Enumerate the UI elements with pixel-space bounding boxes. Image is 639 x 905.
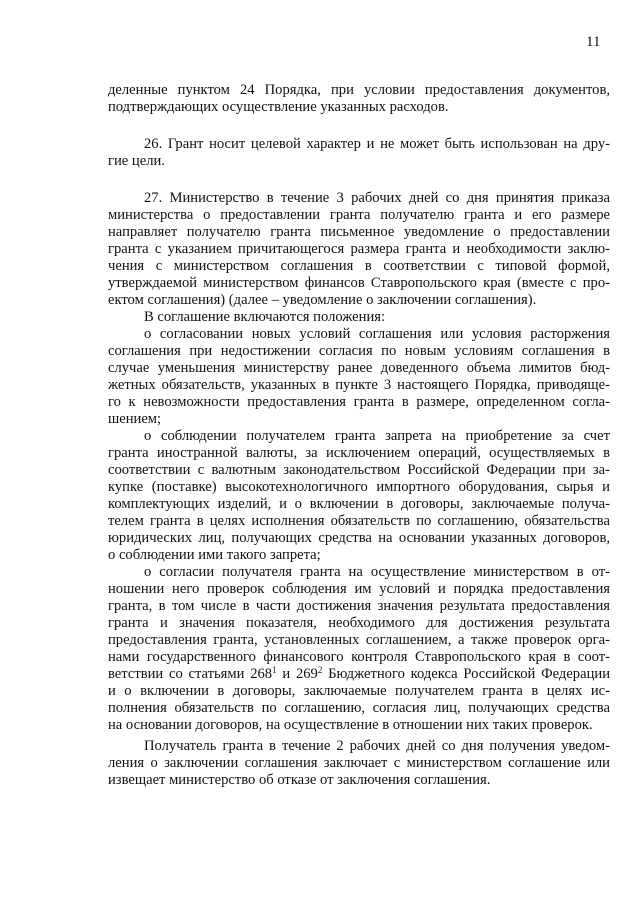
text-line: о согласовании новых условий соглашения или условия расторжения	[144, 326, 610, 342]
superscript: 2	[317, 666, 323, 675]
text-line: телем гранта в целях исполнения обязательств по соглашению, обязательства	[108, 513, 610, 529]
text-line: утверждаемой министерством финансов Ставропольского края (вместе с про-	[108, 275, 610, 291]
text-line: соглашения при недостижении согласия по новым условиям соглашения в	[108, 343, 610, 359]
text-line: гранта, в том числе в части достижения значения результата предоставления	[108, 598, 610, 614]
text-line: комплектующих изделий, и о включении в договоры, заключаемые получа-	[108, 496, 610, 512]
text-line: о соблюдении получателем гранта запрета на приобретение за счет	[144, 428, 610, 444]
text-line: и о включении в договоры, заключаемые получателем гранта в целях ис-	[108, 683, 610, 699]
text-line: шением;	[108, 411, 162, 427]
text-line: ления о заключении соглашения заключает с министерством соглашение или	[108, 755, 610, 771]
text-line: жетных обязательств, указанных в пункте 3 настоящего Порядка, приводяще-	[108, 377, 610, 393]
text-line: извещает министерство об отказе от заключения соглашения.	[108, 772, 491, 788]
text-line: юридических лиц, получающих средства на основании указанных договоров,	[108, 530, 610, 546]
text-line: соответствии с валютным законодательством Российской Федерации при за-	[108, 462, 610, 478]
text-line: деленные пунктом 24 Порядка, при условии предоставления документов,	[108, 82, 610, 98]
text-line: Получатель гранта в течение 2 рабочих дней со дня получения уведом-	[144, 738, 610, 754]
superscript: 1	[272, 666, 277, 675]
text-line: В соглашение включаются положения:	[144, 309, 386, 325]
text-line: гранта с указанием причитающегося размера гранта и необходимости заклю-	[108, 241, 610, 257]
text-line: случае уменьшения министерству ранее доведенного объема лимитов бюд-	[108, 360, 610, 376]
text-line: 26. Грант носит целевой характер и не может быть использован на дру-	[144, 136, 610, 152]
text-line: го к невозможности предоставления гранта в размере, определенном согла-	[108, 394, 610, 410]
text-line: нами государственного финансового контроля Ставропольского края в соот-	[108, 649, 610, 665]
text-segment: и 269	[276, 666, 318, 682]
text-line: гие цели.	[108, 153, 165, 169]
text-line: гранта иностранной валюты, за исключением операций, осуществляемых в	[108, 445, 610, 461]
text-line: ектом соглашения) (далее – уведомление о заключении соглашения).	[108, 292, 537, 308]
text-line: о соблюдении ими такого запрета;	[108, 547, 321, 563]
text-line: подтверждающих осуществление указанных расходов.	[108, 99, 449, 115]
text-line: 27. Министерство в течение 3 рабочих дней со дня принятия приказа	[144, 190, 610, 206]
text-segment: ветствии со статьями 268	[108, 666, 273, 682]
text-line: о согласии получателя гранта на осуществление министерством в от-	[144, 564, 610, 580]
text-line: полнения обязательств по соглашению, согласия лиц, получающих средства	[108, 700, 610, 716]
text-line: ношении него проверок соблюдения им условий и порядка предоставления	[108, 581, 610, 597]
text-line: чения с министерством соглашения в соответствии с типовой формой,	[108, 258, 610, 274]
text-line: предоставления гранта, установленных соглашением, а также проверок орга-	[108, 632, 610, 648]
text-line: купке (поставке) высокотехнологичного импортного оборудования, сырья и	[108, 479, 610, 495]
page-number: 11	[586, 34, 601, 50]
text-line: направляет получателю гранта письменное уведомление о предоставлении	[108, 224, 610, 240]
text-segment: Бюджетного кодекса Российской Федерации	[322, 666, 610, 682]
text-line: гранта и значения показателя, необходимого для достижения результата	[108, 615, 610, 631]
text-line-with-superscripts	[108, 666, 610, 683]
text-line: министерства о предоставлении гранта получателю гранта и его размере	[108, 207, 610, 223]
text-line: на основании договоров, на осуществление в отношении них таких проверок.	[108, 717, 593, 733]
